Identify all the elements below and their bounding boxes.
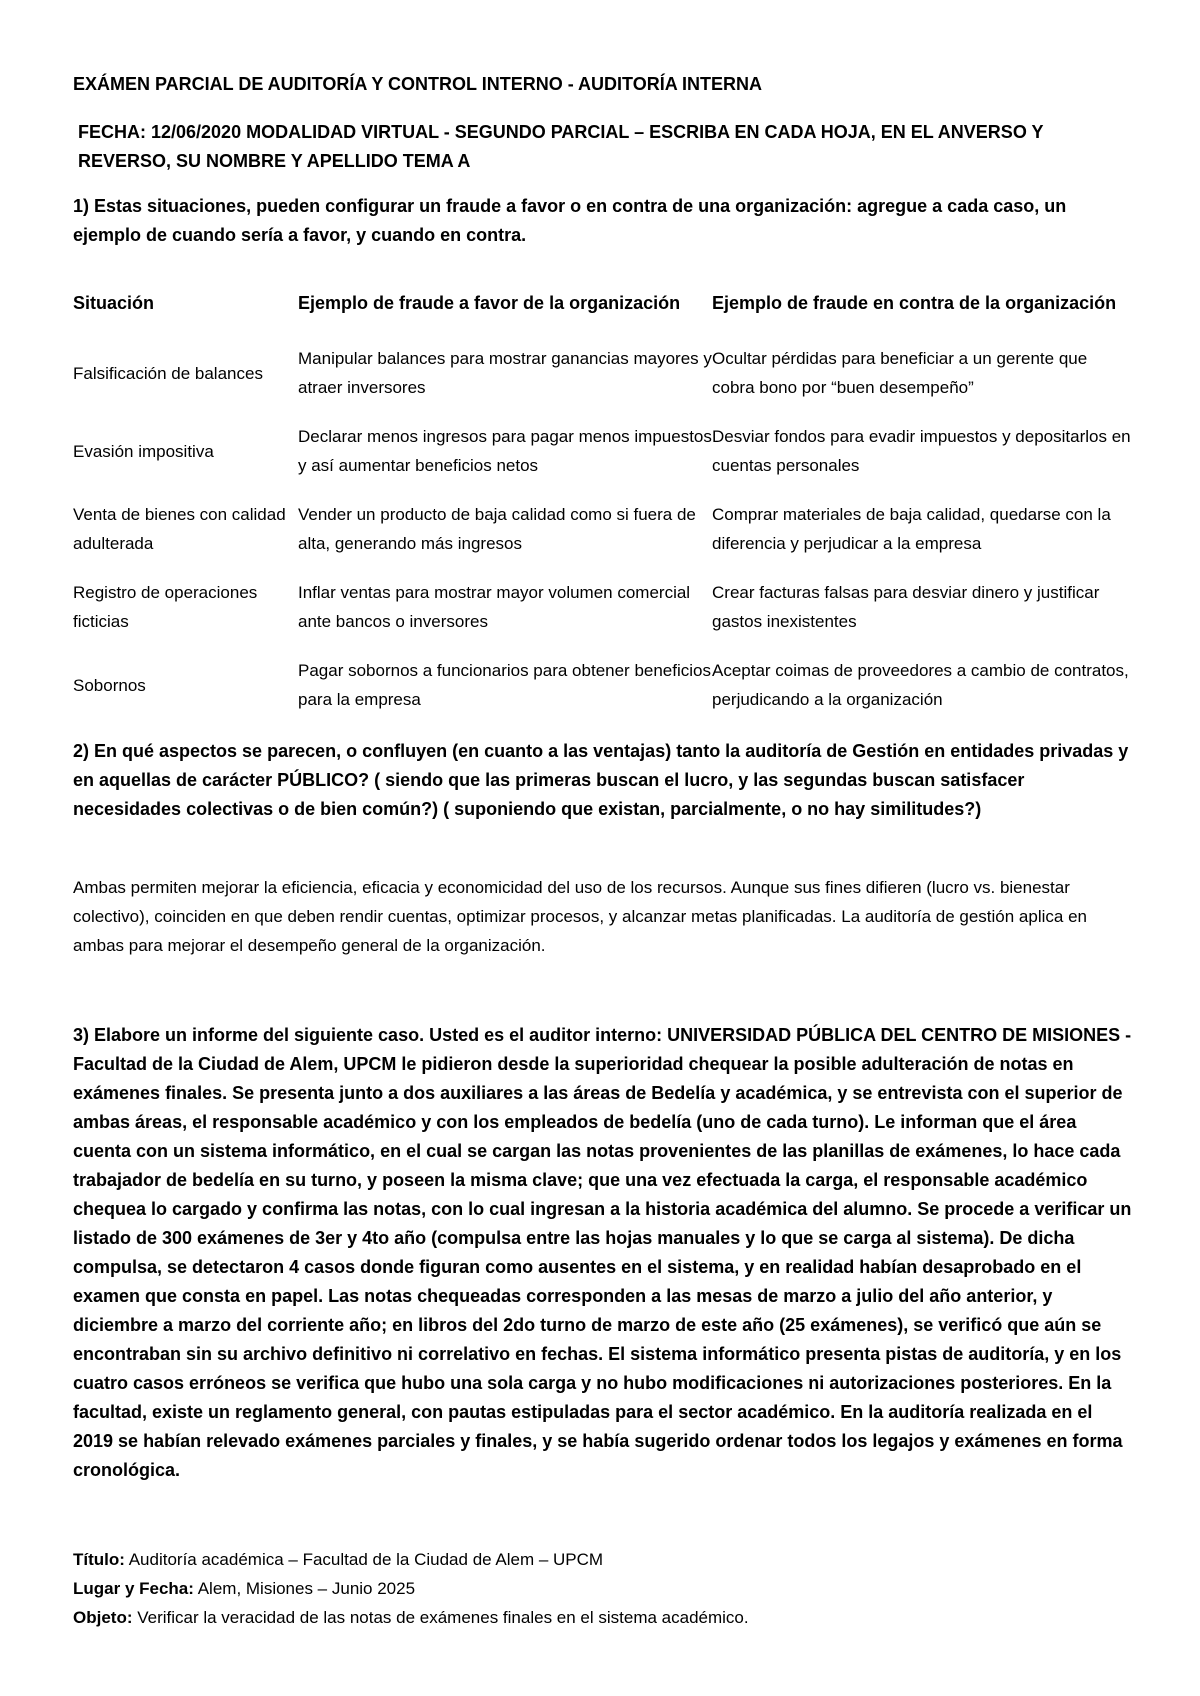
favor-cell: Vender un producto de baja calidad como si fuera de alta, generando más ingresos bbox=[298, 505, 696, 553]
question-3: 3) Elabore un informe del siguiente caso. Usted es el auditor interno: UNIVERSIDAD PÚBLICA DEL CENTRO DE MISIONES - Facultad de la Ciudad de Alem, UPCM le pidieron desde la superioridad chequear la posible adulteración de notas en exámenes finales. Se presenta junto a dos auxiliares a las áreas de Bedelía y académica, y se entrevista con el superior de ambas áreas, el responsable académico y con los empleados de bedelía (uno de cada turno). Le informan que el área cuenta con un sistema informático, en el cual se cargan las notas provenientes de las planillas de exámenes, lo hace cada trabajador de bedelía en su turno, y poseen la misma clave; que una vez efectuada la carga, el responsable académico chequea lo cargado y confirma las notas, con lo cual ingresan a la historia académica del alumno. Se procede a verificar un listado de 300 exámenes de 3er y 4to año (compulsa entre las hojas manuales y lo que se carga al sistema). De dicha compulsa, se detectaron 4 casos donde figuran como ausentes en el sistema, y en realidad habían desaprobado en el examen que consta en papel. Las notas chequeadas corresponden a las mesas de marzo a julio del año anterior, y diciembre a marzo del corriente año; en libros del 2do turno de marzo de este año (25 exámenes), se verificó que aún se encontraban sin su archivo definitivo ni correlativo en fechas. El sistema informático presenta pistas de auditoría, y en los cuatro casos erróneos se verifica que hubo una sola carga y no hubo modificaciones ni autorizaciones posteriores. En la facultad, existe un reglamento general, con pautas estipuladas para el sector académico. En la auditoría realizada en el 2019 se habían relevado exámenes parciales y finales, y se había sugerido ordenar todos los legajos y exámenes en forma cronológica. bbox=[73, 1025, 1132, 1480]
situation-cell: Venta de bienes con calidad adulterada bbox=[73, 505, 286, 553]
report-title-label: Título: bbox=[73, 1550, 125, 1569]
favor-cell: Declarar menos ingresos para pagar menos impuestos y así aumentar beneficios netos bbox=[298, 427, 712, 475]
table-row bbox=[73, 412, 1133, 490]
contra-cell: Aceptar coimas de proveedores a cambio de contratos, perjudicando a la organización bbox=[712, 661, 1129, 709]
contra-cell: Comprar materiales de baja calidad, quedarse con la diferencia y perjudicar a la empresa bbox=[712, 505, 1111, 553]
situation-cell: Registro de operaciones ficticias bbox=[73, 583, 258, 631]
exam-title: EXÁMEN PARCIAL DE AUDITORÍA Y CONTROL INTERNO - AUDITORÍA INTERNA bbox=[73, 74, 763, 94]
question-2: 2) En qué aspectos se parecen, o confluyen (en cuanto a las ventajas) tanto la auditoría de Gestión en entidades privadas y en aquellas de carácter PÚBLICO? ( siendo que las primeras buscan el lucro, y las segundas buscan satisfacer necesidades colectivas o de bien común?) ( suponiendo que existan, parcialmente, o no hay similitudes?) bbox=[73, 741, 1129, 819]
header-situacion: Situación bbox=[73, 292, 155, 313]
fraud-table-header bbox=[73, 272, 1133, 334]
report-title-value: Auditoría académica – Facultad de la Ciudad de Alem – UPCM bbox=[124, 1550, 604, 1569]
report-title-line bbox=[73, 1545, 1133, 1574]
exam-subtitle: FECHA: 12/06/2020 MODALIDAD VIRTUAL - SEGUNDO PARCIAL – ESCRIBA EN CADA HOJA, EN EL ANVERSO Y REVERSO, SU NOMBRE Y APELLIDO TEMA A bbox=[78, 122, 1044, 171]
favor-cell: Manipular balances para mostrar ganancias mayores y atraer inversores bbox=[298, 349, 712, 397]
situation-cell: Evasión impositiva bbox=[73, 441, 214, 461]
report-object-line bbox=[73, 1603, 1133, 1632]
question-1: 1) Estas situaciones, pueden configurar un fraude a favor o en contra de una organización: agregue a cada caso, un ejemplo de cuando sería a favor, y cuando en contra. bbox=[73, 196, 1067, 245]
table-row bbox=[73, 568, 1133, 646]
favor-cell: Pagar sobornos a funcionarios para obtener beneficios para la empresa bbox=[298, 661, 711, 709]
header-a-favor: Ejemplo de fraude a favor de la organización bbox=[298, 292, 681, 313]
contra-cell: Crear facturas falsas para desviar dinero y justificar gastos inexistentes bbox=[712, 583, 1100, 631]
situation-cell: Falsificación de balances bbox=[73, 363, 263, 383]
header-en-contra: Ejemplo de fraude en contra de la organización bbox=[712, 292, 1117, 313]
report-place-line bbox=[73, 1574, 1133, 1603]
report-object-value: Verificar la veracidad de las notas de exámenes finales en el sistema académico. bbox=[132, 1608, 749, 1627]
report-place-value: Alem, Misiones – Junio 2025 bbox=[193, 1579, 416, 1598]
report-place-label: Lugar y Fecha: bbox=[73, 1579, 194, 1598]
table-row bbox=[73, 490, 1133, 568]
answer-2: Ambas permiten mejorar la eficiencia, eficacia y economicidad del uso de los recursos. Aunque sus fines difieren (lucro vs. bienestar colectivo), coinciden en que deben rendir cuentas, optimizar procesos, y alcanzar metas planificadas. La auditoría de gestión aplica en ambas para mejorar el desempeño general de la organización. bbox=[73, 878, 1087, 955]
contra-cell: Desviar fondos para evadir impuestos y depositarlos en cuentas personales bbox=[712, 427, 1131, 475]
situation-cell: Sobornos bbox=[73, 675, 146, 695]
contra-cell: Ocultar pérdidas para beneficiar a un gerente que cobra bono por “buen desempeño” bbox=[712, 349, 1088, 397]
fraud-table bbox=[73, 272, 1133, 724]
table-row bbox=[73, 334, 1133, 412]
report-object-label: Objeto: bbox=[73, 1608, 133, 1627]
table-row bbox=[73, 646, 1133, 724]
favor-cell: Inflar ventas para mostrar mayor volumen comercial ante bancos o inversores bbox=[298, 583, 691, 631]
